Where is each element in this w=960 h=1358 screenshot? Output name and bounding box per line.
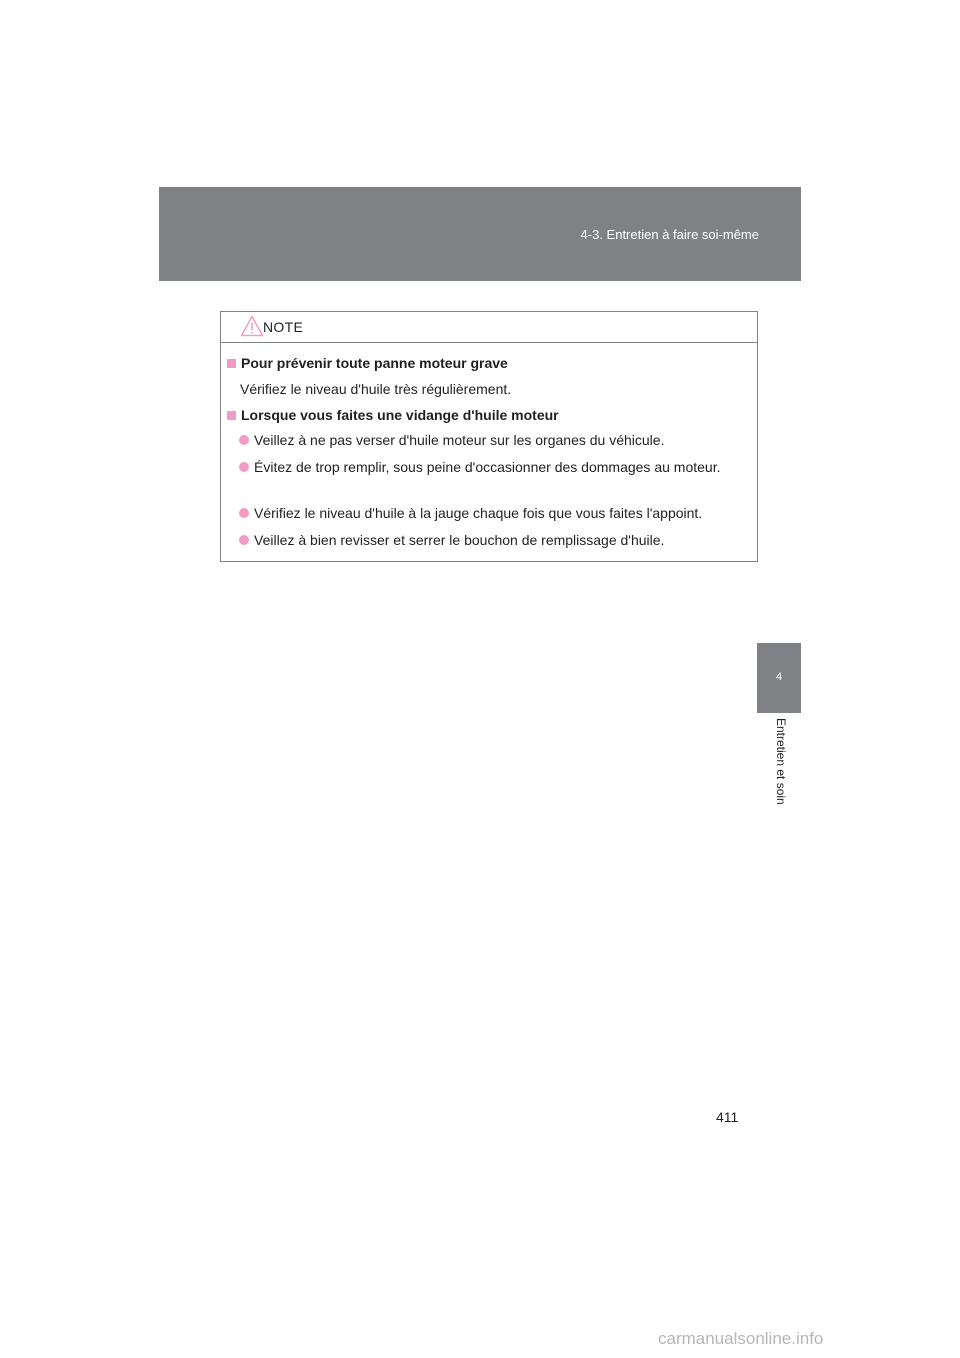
square-bullet-icon — [227, 359, 236, 368]
note-box — [220, 311, 758, 562]
bullet-dot-icon — [239, 508, 249, 518]
note-body — [221, 343, 757, 561]
section-title: 4-3. Entretien à faire soi-même — [580, 227, 759, 242]
note-header — [221, 312, 757, 343]
bullet-item — [237, 457, 749, 477]
note-label: NOTE — [263, 319, 304, 335]
bullet-text: Veillez à ne pas verser d'huile moteur sur les organes du véhicule. — [254, 432, 665, 448]
header-band — [159, 187, 801, 281]
note-heading-text: Lorsque vous faites une vidange d'huile moteur — [241, 407, 559, 423]
square-bullet-icon — [227, 411, 236, 420]
chapter-number: 4 — [775, 671, 783, 683]
bullet-text: Évitez de trop remplir, sous peine d'occasionner des dommages au moteur. — [254, 459, 721, 475]
bullet-item — [237, 430, 749, 450]
bullet-item — [237, 530, 749, 550]
note-heading — [227, 355, 508, 371]
bullet-dot-icon — [239, 462, 249, 472]
note-text: Vérifiez le niveau d'huile très régulièrement. — [240, 381, 512, 397]
chapter-tab — [757, 643, 801, 713]
page-number: 411 — [716, 1109, 739, 1125]
note-heading — [227, 407, 559, 423]
bullet-text: Vérifiez le niveau d'huile à la jauge chaque fois que vous faites l'appoint. — [254, 505, 703, 521]
watermark: carmanualsonline.info — [658, 1329, 824, 1348]
warning-triangle-icon — [240, 315, 264, 337]
chapter-label: Entretien et soin — [774, 718, 788, 805]
bullet-item — [237, 503, 749, 523]
bullet-dot-icon — [239, 535, 249, 545]
bullet-text: Veillez à bien revisser et serrer le bouchon de remplissage d'huile. — [254, 532, 665, 548]
bullet-dot-icon — [239, 435, 249, 445]
note-heading-text: Pour prévenir toute panne moteur grave — [241, 355, 508, 371]
